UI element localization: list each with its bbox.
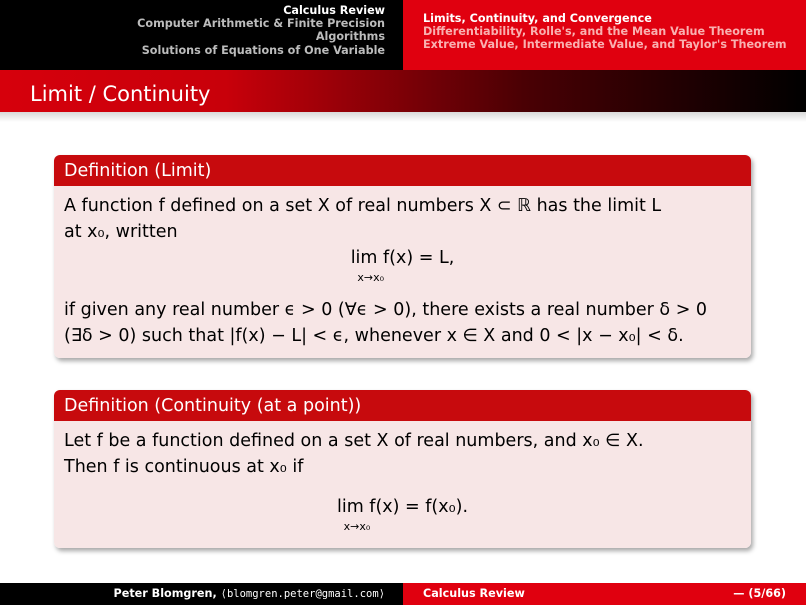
footer-info [403, 583, 806, 605]
definition-text-line: Then f is continuous at x₀ if [64, 457, 304, 477]
nav-subsection-extreme-value[interactable]: Extreme Value, Intermediate Value, and Taylor's Theorem [423, 38, 787, 52]
block-title: Definition (Limit) [54, 155, 751, 186]
footer [0, 583, 806, 605]
definition-text-line: if given any real number ϵ > 0 (∀ϵ > 0), there exists a real number δ > 0 [64, 300, 708, 320]
display-equation [64, 480, 741, 532]
page-number: — (5/66) [733, 587, 786, 600]
limit-subscript: x→x₀ [357, 271, 385, 284]
definition-limit-block [54, 155, 751, 358]
definition-text-line: (∃δ > 0) such that |f(x) − L| < ϵ, whenever x ∈ X and 0 < |x − x₀| < δ. [64, 326, 684, 346]
nav-section-algorithms[interactable]: Algorithms [315, 30, 385, 44]
definition-text-line: A function f defined on a set X of real numbers X ⊂ ℝ has the limit L [64, 196, 662, 216]
nav-section-calculus-review[interactable]: Calculus Review [283, 4, 385, 17]
nav-subsection-differentiability[interactable]: Differentiability, Rolle's, and the Mean Value Theorem [423, 25, 765, 39]
author-name: Peter Blomgren, [113, 587, 217, 600]
limit-subscript: x→x₀ [343, 520, 371, 533]
definition-continuity-block [54, 390, 751, 548]
title-shadow [0, 112, 806, 122]
subsection-nav [403, 0, 806, 70]
definition-text-line: Let f be a function defined on a set X of real numbers, and x₀ ∈ X. [64, 431, 644, 451]
nav-section-solutions-of-equations[interactable]: Solutions of Equations of One Variable [141, 43, 385, 57]
block-body [54, 421, 751, 548]
equation-text: lim f(x) = f(x₀). [336, 497, 469, 517]
footer-title: Calculus Review [423, 587, 525, 600]
block-title: Definition (Continuity (at a point)) [54, 390, 751, 421]
definition-text-line: at x₀, written [64, 222, 178, 242]
footer-author [0, 583, 403, 605]
equation-text: lim f(x) = L, [350, 248, 455, 268]
nav-subsection-limits[interactable]: Limits, Continuity, and Convergence [423, 12, 652, 25]
block-body [54, 186, 751, 358]
limit-expression [336, 494, 469, 533]
author-email[interactable]: ⟨blomgren.peter@gmail.com⟩ [220, 588, 385, 600]
header-navigation [0, 0, 806, 70]
limit-expression [350, 245, 455, 284]
display-equation [64, 245, 741, 297]
section-nav [0, 0, 403, 70]
nav-section-computer-arithmetic[interactable]: Computer Arithmetic & Finite Precision [137, 17, 385, 31]
frame-title: Limit / Continuity [0, 70, 806, 112]
